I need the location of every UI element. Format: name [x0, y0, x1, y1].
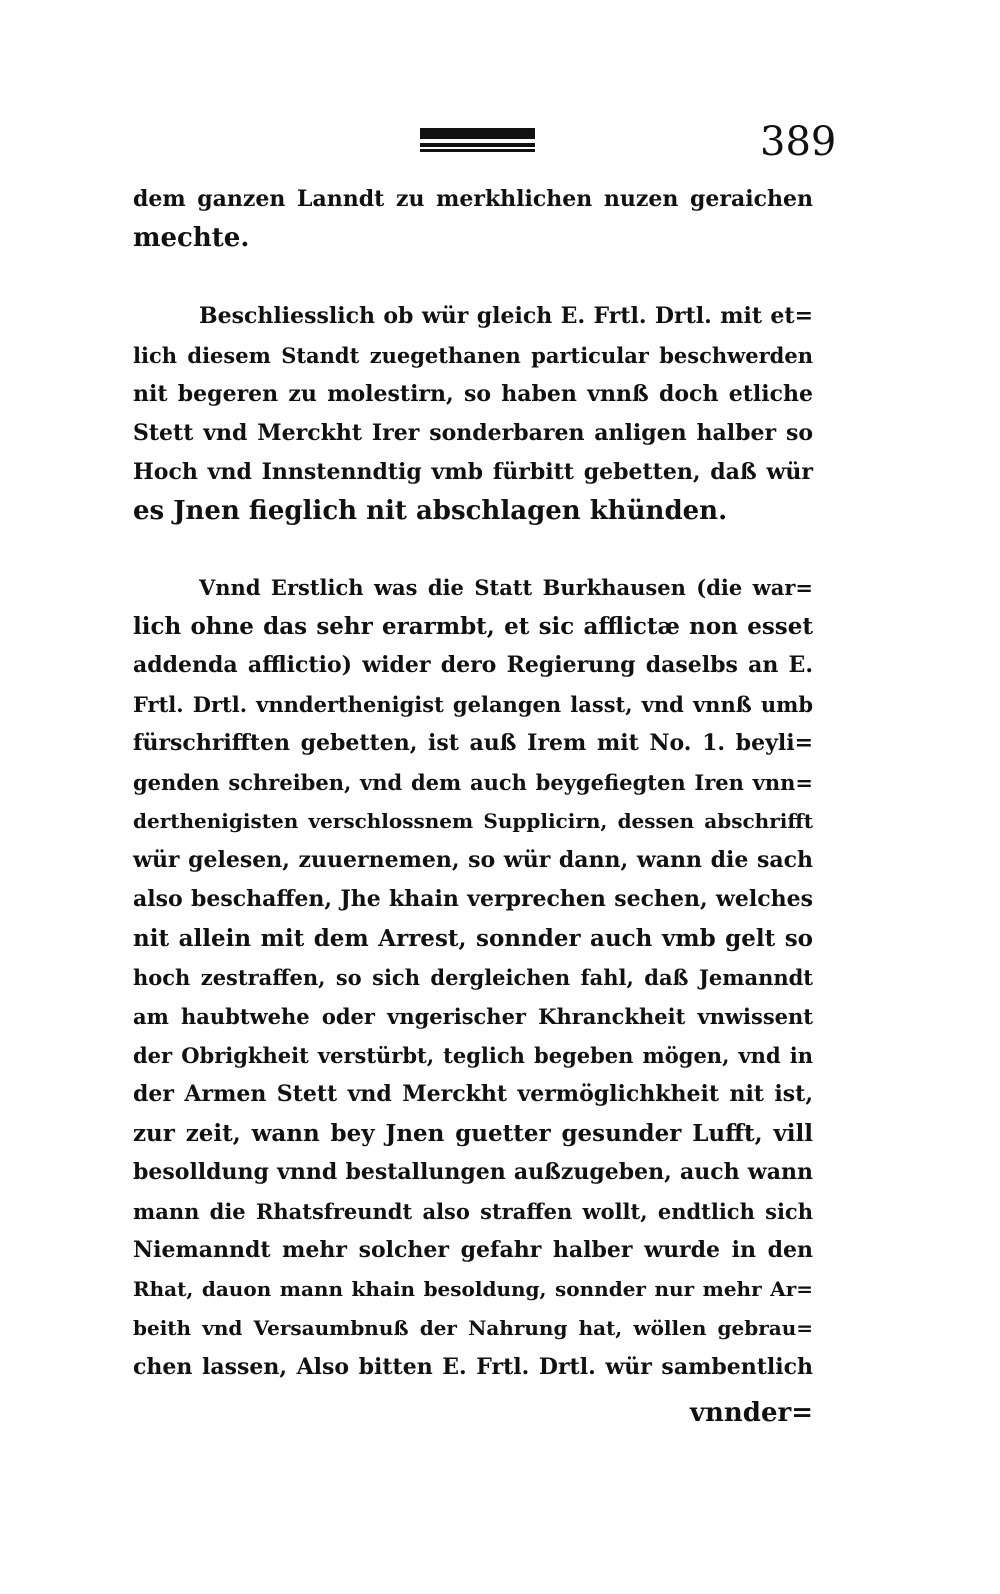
catchword-block	[133, 1394, 813, 1433]
text-line: wür gelesen, zuuernemen, so wür dann, wann die sach	[133, 847, 813, 873]
text-line: Frtl. Drtl. vnnderthenigist gelangen lasst, vnd vnnß umb	[133, 692, 813, 717]
page-number: 389	[760, 119, 837, 165]
text-line: beith vnd Versaumbnuß der Nahrung hat, wöllen gebrau=	[133, 1316, 813, 1340]
paragraph-erstlich	[133, 568, 813, 1387]
text-line: nit allein mit dem Arrest, sonnder auch vmb gelt so	[133, 925, 813, 952]
text-line: Rhat, dauon mann khain besoldung, sonnder nur mehr Ar=	[133, 1277, 813, 1301]
text-line: nit begeren zu molestirn, so haben vnnß doch etliche	[133, 381, 813, 407]
text-line: mann die Rhatsfreundt also straffen wollt, endtlich sich	[133, 1199, 813, 1224]
text-line: es Jnen fieglich nit abschlagen khünden.	[133, 496, 728, 526]
text-line: derthenigisten verschlossnem Supplicirn, dessen abschrifft	[133, 809, 813, 833]
text-line: Vnnd Erstlich was die Statt Burkhausen (die war=	[199, 575, 813, 600]
text-line: mechte.	[133, 223, 250, 253]
header-rule-ornament	[420, 128, 535, 154]
text-line: Hoch vnd Innstenndtig vmb fürbitt gebetten, daß wür	[133, 459, 813, 485]
text-line: genden schreiben, vnd dem auch beygefiegten Iren vnn=	[133, 770, 813, 795]
text-line: besolldung vnnd bestallungen außzugeben, auch wann	[133, 1159, 813, 1185]
paragraph-continuation	[133, 180, 813, 258]
text-line: chen lassen, Also bitten E. Frtl. Drtl. wür sambentlich	[133, 1354, 813, 1380]
text-line: lich ohne das sehr erarmbt, et sic afflictæ non esset	[133, 613, 813, 640]
header-rule-thin	[420, 143, 535, 147]
text-line: also beschaffen, Jhe khain verprechen sechen, welches	[133, 886, 813, 912]
text-line: lich diesem Standt zuegethanen particular beschwerden	[133, 343, 813, 368]
paragraph-beschliesslich	[133, 297, 813, 531]
catchword: vnnder=	[689, 1398, 813, 1428]
text-line: dem ganzen Lanndt zu merkhlichen nuzen geraichen	[133, 186, 813, 212]
text-line: zur zeit, wann bey Jnen guetter gesunder Lufft, vill	[133, 1120, 813, 1147]
text-line: Niemanndt mehr solcher gefahr halber wurde in den	[133, 1237, 813, 1263]
text-line: addenda afflictio) wider dero Regierung daselbs an E.	[133, 652, 813, 678]
text-line: Beschliesslich ob wür gleich E. Frtl. Drtl. mit et=	[199, 303, 813, 329]
text-line: der Obrigkheit verstürbt, teglich begeben mögen, vnd in	[133, 1043, 813, 1068]
text-line: am haubtwehe oder vngerischer Khranckheit vnwissent	[133, 1004, 813, 1029]
text-line: der Armen Stett vnd Merckht vermöglichkheit nit ist,	[133, 1081, 813, 1107]
text-line: fürschrifften gebetten, ist auß Irem mit No. 1. beyli=	[133, 730, 813, 756]
header-rule-thin-lower	[420, 149, 535, 152]
text-line: Stett vnd Merckht Irer sonderbaren anligen halber so	[133, 420, 813, 446]
header-rule-thick	[420, 128, 535, 139]
text-line: hoch zestraffen, so sich dergleichen fahl, daß Jemanndt	[133, 965, 813, 990]
